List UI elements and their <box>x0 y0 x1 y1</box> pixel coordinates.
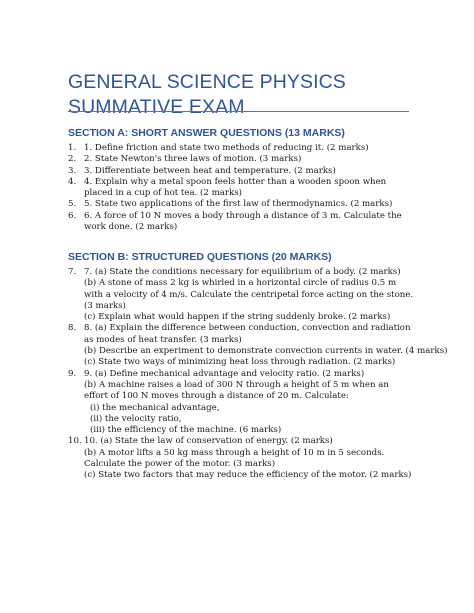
question-part: (b) A motor lifts a 50 kg mass through a height of 10 m in 5 seconds. Calculate the power of the motor. (3 marks) <box>84 447 385 470</box>
question-number: 6. <box>68 210 77 221</box>
section-a-list <box>68 143 414 233</box>
question-text: 6. A force of 10 N moves a body through a distance of 3 m. Calculate the work done. (2 marks) <box>84 210 402 233</box>
question-text: 3. Differentiate between heat and temperature. (2 marks) <box>84 165 336 176</box>
question-3 <box>68 166 414 177</box>
question-number: 8. <box>68 323 77 334</box>
question-number: 10. <box>68 436 82 447</box>
question-number: 2. <box>68 154 77 165</box>
question-4 <box>68 177 414 200</box>
question-part: 10. (a) State the law of conservation of energy. (2 marks) <box>84 436 333 447</box>
title-divider <box>68 111 409 112</box>
question-text: 2. State Newton's three laws of motion. (3 marks) <box>84 154 302 165</box>
page-title: GENERAL SCIENCE PHYSICS SUMMATIVE EXAM <box>68 71 346 119</box>
question-part: (c) State two factors that may reduce the efficiency of the motor. (2 marks) <box>84 470 412 481</box>
question-part: 8. (a) Explain the difference between conduction, convection and radiation as modes of heat transfer. (3 marks) <box>84 323 411 345</box>
question-part: (b) Describe an experiment to demonstrate convection currents in water. (4 marks) <box>84 346 448 357</box>
section-b-list <box>68 267 448 482</box>
question-8 <box>68 323 448 368</box>
question-text: 5. State two applications of the first law of thermodynamics. (2 marks) <box>84 199 393 210</box>
question-subpart: (i) the mechanical advantage, <box>90 402 220 413</box>
question-number: 5. <box>68 199 77 210</box>
question-part: 9. (a) Define mechanical advantage and velocity ratio. (2 marks) <box>84 368 365 379</box>
question-10 <box>68 436 414 481</box>
question-part: 7. (a) State the conditions necessary for equilibrium of a body. (2 marks) <box>84 267 401 277</box>
question-subpart: (ii) the velocity ratio, <box>90 413 182 424</box>
question-number: 9. <box>68 368 77 379</box>
question-number: 7. <box>68 267 77 277</box>
question-part: (c) State two ways of minimizing heat loss through radiation. (2 marks) <box>84 357 396 368</box>
question-2 <box>68 154 414 165</box>
section-b-heading: SECTION B: STRUCTURED QUESTIONS (20 MARKS) <box>68 251 332 263</box>
question-part: (b) A stone of mass 2 kg is whirled in a horizontal circle of radius 0.5 m with a velocity of 4 m/s. Calculate the centripetal force acting on the stone. (3 marks) <box>84 278 414 311</box>
question-6 <box>68 211 414 234</box>
section-a-heading: SECTION A: SHORT ANSWER QUESTIONS (13 MARKS) <box>68 127 345 139</box>
question-part: (b) A machine raises a load of 300 N through a height of 5 m when an effort of 100 N moves through a distance of 20 m. Calculate: <box>84 379 389 402</box>
question-9 <box>68 369 414 437</box>
question-1 <box>68 143 414 154</box>
question-number: 1. <box>68 143 77 153</box>
question-number: 3. <box>68 165 77 176</box>
question-text: 4. Explain why a metal spoon feels hotter than a wooden spoon when placed in a cup of hot tea. (2 marks) <box>84 176 387 199</box>
question-text: 1. Define friction and state two methods of reducing it. (2 marks) <box>84 143 369 153</box>
question-part: (c) Explain what would happen if the string suddenly broke. (2 marks) <box>84 312 391 323</box>
question-7 <box>68 267 414 323</box>
question-5 <box>68 199 414 210</box>
question-number: 4. <box>68 176 77 187</box>
question-subpart: (iii) the efficiency of the machine. (6 marks) <box>90 425 282 436</box>
